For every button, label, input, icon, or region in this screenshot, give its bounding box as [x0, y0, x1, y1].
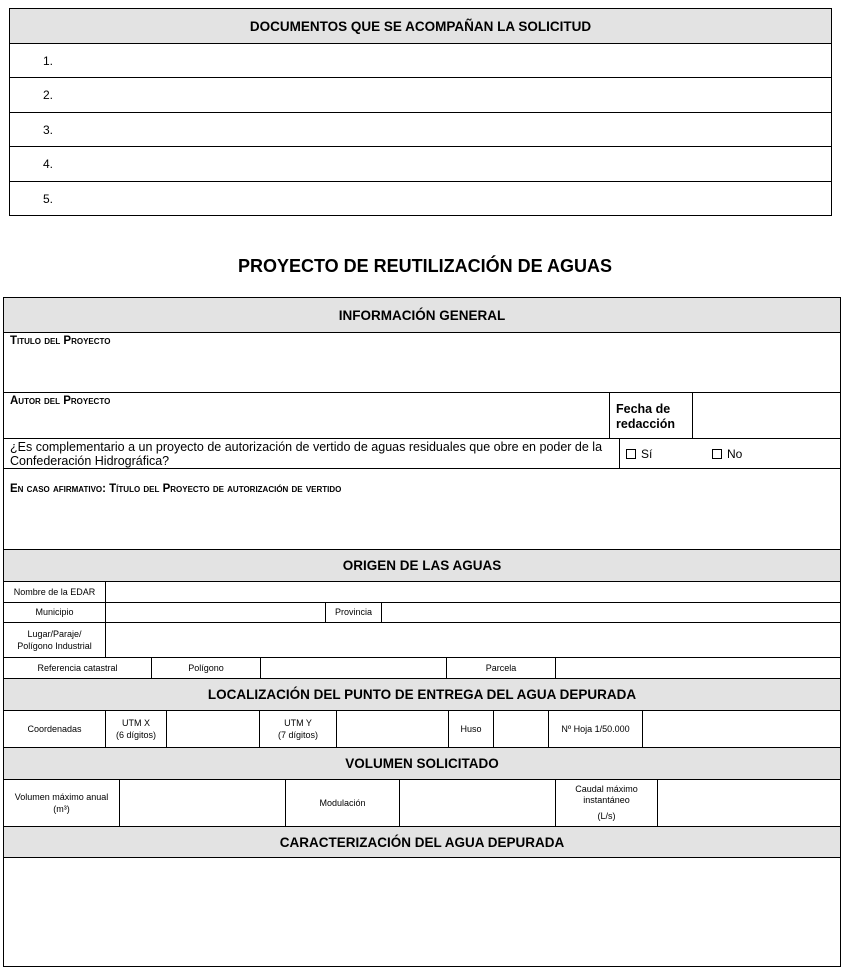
no-label: No	[727, 447, 743, 461]
document-row-2[interactable]	[10, 78, 831, 113]
si-option[interactable]	[626, 447, 652, 461]
anual-field[interactable]	[120, 780, 285, 826]
caudal-label-line1: Caudal máximo	[575, 784, 638, 795]
complementario-row	[4, 439, 840, 469]
autor-label: Autor del Proyecto	[10, 395, 111, 407]
utmx-label	[106, 711, 166, 747]
catastral-row	[4, 658, 840, 679]
municipio-row	[4, 603, 840, 623]
caudal-label	[556, 780, 657, 826]
si-label: Sí	[641, 447, 653, 461]
page-title	[0, 256, 850, 277]
coordenadas-row	[4, 711, 840, 748]
caudal-unit: (L/s)	[597, 810, 616, 821]
coordenadas-label: Coordenadas	[27, 723, 82, 734]
document-row-number: 1.	[43, 54, 54, 68]
huso-field[interactable]	[494, 711, 548, 747]
municipio-field[interactable]	[106, 603, 325, 622]
afirmativo-field[interactable]	[4, 469, 840, 550]
parcela-label: Parcela	[485, 662, 517, 673]
localizacion-header-text: LOCALIZACIÓN DEL PUNTO DE ENTREGA DEL AGUA DEPURADA	[207, 687, 637, 702]
documents-header-text: DOCUMENTOS QUE SE ACOMPAÑAN LA SOLICITUD	[249, 18, 592, 34]
utmy-label-line2: (7 dígitos)	[277, 730, 319, 740]
anual-label	[4, 780, 119, 826]
project-form	[3, 297, 841, 967]
autor-field[interactable]	[4, 393, 609, 438]
titulo-label: Titulo del Proyecto	[10, 335, 111, 347]
origen-header-text: ORIGEN DE LAS AGUAS	[342, 558, 502, 573]
document-row-4[interactable]	[10, 147, 831, 182]
utmy-label	[260, 711, 336, 747]
lugar-label	[4, 623, 105, 657]
lugar-field[interactable]	[106, 623, 840, 657]
poligono-label: Polígono	[188, 662, 224, 673]
anual-label-text: Volumen máximo anual	[14, 791, 109, 802]
volumen-header	[4, 748, 840, 780]
document-row-1[interactable]	[10, 44, 831, 78]
lugar-label-line2: Polígono Industrial	[17, 641, 92, 651]
si-checkbox[interactable]	[626, 449, 636, 459]
document-row-5[interactable]	[10, 182, 831, 215]
fecha-label: Fecha de redacción	[616, 402, 676, 431]
caudal-label-line2: instantáneo	[583, 795, 630, 806]
documents-table	[9, 8, 832, 216]
fecha-label-cell	[610, 393, 692, 438]
general-header-text: INFORMACIÓN GENERAL	[338, 307, 506, 323]
autor-row	[4, 393, 840, 439]
hoja-field[interactable]	[643, 711, 840, 747]
complementario-question: ¿Es complementario a un proyecto de autorización de vertido de aguas residuales que obre en poder de la Confederación Hidrográfica?	[10, 440, 603, 469]
provincia-label: Provincia	[334, 607, 372, 618]
utmx-label-line2: (6 dígitos)	[115, 730, 157, 740]
modulacion-label: Modulación	[319, 797, 366, 808]
huso-label: Huso	[460, 723, 482, 734]
caracterizacion-header-text: CARACTERIZACIÓN DEL AGUA DEPURADA	[279, 834, 565, 850]
document-row-number: 4.	[43, 157, 54, 171]
volumen-header-text: VOLUMEN SOLICITADO	[345, 756, 499, 771]
afirmativo-label: En caso afirmativo: Título del Proyecto de autorización de vertido	[10, 483, 342, 495]
poligono-field[interactable]	[261, 658, 446, 678]
edar-field[interactable]	[106, 582, 840, 602]
municipio-label: Municipio	[35, 607, 74, 618]
document-row-number: 5.	[43, 192, 54, 206]
caracterizacion-field[interactable]	[4, 858, 840, 966]
volumen-row	[4, 780, 840, 827]
document-row-3[interactable]	[10, 113, 831, 147]
document-row-number: 3.	[43, 123, 54, 137]
utmx-label-line1: UTM X	[122, 717, 150, 728]
origen-header	[4, 550, 840, 582]
utmy-field[interactable]	[337, 711, 448, 747]
hoja-label: Nº Hoja 1/50.000	[561, 723, 630, 734]
fecha-field[interactable]	[693, 393, 840, 438]
no-option[interactable]	[712, 447, 742, 461]
anual-unit: (m³)	[53, 804, 70, 814]
edar-label: Nombre de la EDAR	[13, 586, 96, 597]
utmx-field[interactable]	[167, 711, 259, 747]
edar-row	[4, 582, 840, 603]
general-header	[4, 298, 840, 333]
titulo-field[interactable]	[4, 333, 840, 393]
provincia-field[interactable]	[382, 603, 840, 622]
page-title-text: PROYECTO DE REUTILIZACIÓN DE AGUAS	[237, 256, 613, 276]
parcela-field[interactable]	[556, 658, 840, 678]
no-checkbox[interactable]	[712, 449, 722, 459]
caudal-field[interactable]	[658, 780, 840, 826]
utmy-label-line1: UTM Y	[284, 717, 312, 728]
documents-header	[10, 9, 831, 44]
localizacion-header	[4, 679, 840, 711]
lugar-row	[4, 623, 840, 658]
document-row-number: 2.	[43, 88, 54, 102]
lugar-label-line1: Lugar/Paraje/	[27, 628, 82, 639]
caracterizacion-header	[4, 827, 840, 858]
referencia-label: Referencia catastral	[37, 662, 118, 673]
modulacion-field[interactable]	[400, 780, 555, 826]
